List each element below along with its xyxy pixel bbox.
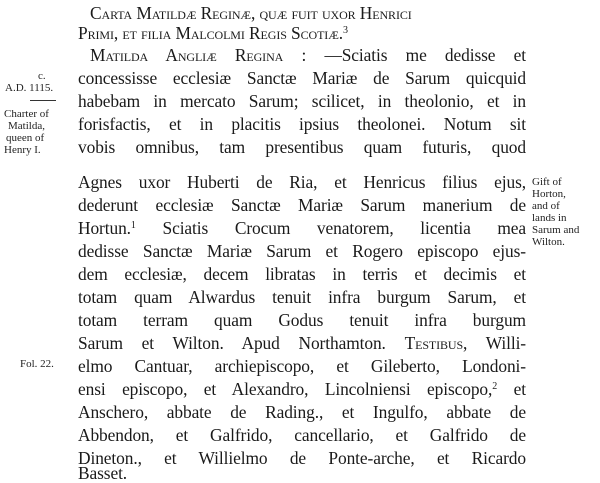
body-line-9: dedisse Sanctæ Mariæ Sarum et Rogero episcopo ejus- bbox=[78, 241, 526, 261]
body-line-15b: et bbox=[513, 379, 526, 399]
footnote-ref-2: 2 bbox=[492, 381, 498, 392]
margin-charter-2: Matilda, bbox=[8, 120, 45, 132]
body-line-3: habebam in mercato Sarum; scilicet, in theolonio, et in bbox=[78, 91, 526, 111]
body-line-18: Dineton., et Willielmo de Ponte-arche, et Ricardo bbox=[78, 448, 526, 468]
testibus-word: Testibus, bbox=[404, 333, 468, 353]
body-line-opening bbox=[90, 45, 526, 65]
margin-gift-4: lands in bbox=[532, 212, 567, 224]
margin-gift-2: Horton, bbox=[532, 188, 566, 200]
body-line-1: —Sciatis me dedisse et bbox=[324, 45, 527, 65]
margin-gift-5: Sarum and bbox=[532, 224, 580, 236]
body-line-5: vobis omnibus, tam presentibus quam futuris, quod bbox=[78, 137, 526, 157]
heading-line-2 bbox=[78, 23, 348, 43]
body-line-8b: Sciatis Crocum venatorem, licentia mea bbox=[162, 218, 527, 238]
body-line-10: dem ecclesiæ, decem libratas in terris et decimis et bbox=[78, 264, 526, 284]
body-line-15a: ensi episcopo, et Alexandro, Lincolniensi episcopo, bbox=[78, 379, 493, 399]
opening-words: Matilda Angliæ Regina : bbox=[90, 45, 307, 65]
body-line-13 bbox=[78, 333, 526, 353]
footnote-ref-1: 1 bbox=[130, 220, 136, 231]
margin-folio: Fol. 22. bbox=[20, 358, 54, 370]
body-line-8 bbox=[78, 218, 526, 238]
margin-gift-3: and of bbox=[532, 200, 560, 212]
body-line-11: totam quam Alwardus tenuit infra burgum Sarum, et bbox=[78, 287, 526, 307]
heading-line-2-text: Primi, et filia Malcolmi Regis Scotiæ. bbox=[78, 23, 344, 43]
body-line-13a: Sarum et Wilton. Apud Northamton. bbox=[78, 333, 386, 353]
body-line-19: Basset. bbox=[78, 463, 128, 483]
body-line-4: forisfactis, et in placitis ipsius theolonei. Notum sit bbox=[78, 114, 526, 134]
footnote-ref-3: 3 bbox=[343, 25, 348, 36]
body-line-2: concessisse ecclesiæ Sanctæ Mariæ de Sarum quicquid bbox=[78, 68, 526, 88]
margin-date-c: c. bbox=[38, 70, 46, 82]
body-line-6: Agnes uxor Huberti de Ria, et Henricus filius ejus, bbox=[78, 172, 526, 192]
margin-charter-1: Charter of bbox=[4, 108, 49, 120]
body-line-12: totam terram quam Godus tenuit infra burgum bbox=[78, 310, 526, 330]
margin-date: A.D. 1115. bbox=[5, 82, 54, 94]
margin-gift-6: Wilton. bbox=[532, 236, 565, 248]
body-line-7: dederunt ecclesiæ Sanctæ Mariæ Sarum manerium de bbox=[78, 195, 526, 215]
body-line-13b: Willi- bbox=[485, 333, 527, 353]
body-line-15 bbox=[78, 379, 526, 399]
body-line-17: Abbendon, et Galfrido, cancellario, et Galfrido de bbox=[78, 425, 526, 445]
body-line-14: elmo Cantuar, archiepiscopo, et Gileberto, Londoni- bbox=[78, 356, 526, 376]
margin-charter-3: queen of bbox=[6, 132, 45, 144]
body-line-8a: Hortun. bbox=[78, 218, 131, 238]
margin-gift-1: Gift of bbox=[532, 176, 562, 188]
heading-line-1: Carta Matildæ Reginæ, quæ fuit uxor Henrici bbox=[90, 3, 412, 23]
body-line-16: Anschero, abbate de Rading., et Ingulfo, abbate de bbox=[78, 402, 526, 422]
margin-rule bbox=[30, 100, 56, 101]
margin-charter-4: Henry I. bbox=[4, 144, 41, 156]
